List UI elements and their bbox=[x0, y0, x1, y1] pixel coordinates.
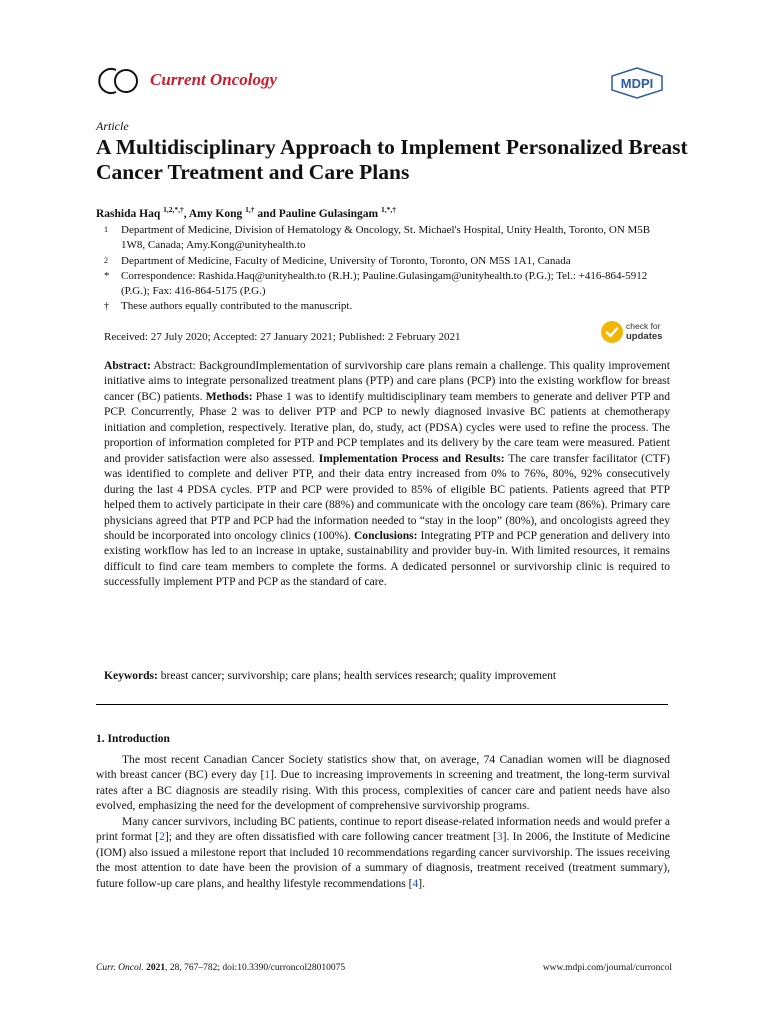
conclusions-label: Conclusions: bbox=[353, 529, 418, 542]
implementation-label: Implementation Process and Results: bbox=[318, 452, 505, 465]
author-name[interactable]: Rashida Haq bbox=[96, 208, 161, 220]
intro-paragraph-2 bbox=[96, 815, 670, 892]
keywords-label: Keywords: bbox=[104, 670, 158, 682]
citation-link[interactable]: 1 bbox=[264, 769, 271, 782]
citation-link[interactable]: 2 bbox=[159, 831, 165, 844]
introduction-body bbox=[96, 753, 670, 892]
citation-link[interactable]: 4 bbox=[412, 877, 419, 890]
affiliation-mark: 1 bbox=[104, 225, 108, 234]
journal-logo-icon bbox=[96, 62, 142, 100]
footer-journal-url[interactable]: www.mdpi.com/journal/curroncol bbox=[542, 963, 672, 973]
citation-link[interactable]: 3 bbox=[496, 831, 503, 844]
affiliation-mark: * bbox=[104, 270, 110, 282]
mdpi-logo-text: MDPI bbox=[620, 76, 654, 91]
keywords bbox=[104, 669, 670, 684]
mdpi-logo-icon[interactable] bbox=[610, 67, 664, 99]
abstract bbox=[104, 359, 670, 591]
article-title: A Multidisciplinary Approach to Implement Personalized Breast Cancer Treatment and Care Plans bbox=[96, 135, 688, 184]
affiliation-text: Department of Medicine, Faculty of Medicine, University of Toronto, Toronto, ON M5S 1A1, Canada bbox=[121, 255, 571, 267]
note-text: These authors equally contributed to the manuscript. bbox=[121, 300, 353, 312]
section-divider bbox=[96, 704, 668, 705]
abstract-background: Abstract: BackgroundImplementation of survivorship care plans remain a challenge. This quality improvement initiative aims to integrate personalized treatment plans (PTP) and care plans (PCP) into the existing workflow for breast cancer (BC) patients. bbox=[104, 360, 670, 403]
footer-journal-abbr: Curr. Oncol. bbox=[96, 963, 144, 973]
author-list bbox=[96, 205, 396, 220]
text-run: The most recent Canadian Cancer Society statistics show that, on average, 74 Canadian women will be diagnosed with breast cancer (BC) every day [ bbox=[96, 754, 670, 782]
author-name[interactable]: Amy Kong bbox=[188, 208, 243, 220]
text-run: ]. Due to increasing improvements in screening and treatment, the long-term survival rates after a BC diagnosis are steadily rising. With this process, complexities of cancer care and patient needs have also evolved, emphasizing the need for the development of comprehensive survivorship programs. bbox=[96, 769, 670, 813]
publication-dates: Received: 27 July 2020; Accepted: 27 January 2021; Published: 2 February 2021 bbox=[104, 331, 461, 343]
check-updates-line2: updates bbox=[626, 330, 663, 342]
author-affil-marks: 1,*,† bbox=[381, 205, 397, 214]
section-heading: 1. Introduction bbox=[96, 733, 170, 745]
abstract-label: Abstract: bbox=[104, 360, 151, 372]
text-run: ]. In 2006, the Institute of Medicine (IOM) also issued a milestone report that included 10 recommendations regarding cancer survivorship. The issues receiving the most attention to date have been the provision of a summary of diagnosis, treatment received (treatment summary), future follow-up care plans, and healthy lifestyle recommendations [ bbox=[96, 831, 670, 890]
affiliation-mark: 2 bbox=[104, 256, 108, 265]
footer-year: 2021 bbox=[146, 963, 166, 973]
check-updates-icon bbox=[600, 320, 624, 344]
abstract-conclusions: Integrating PTP and PCP generation and delivery into existing workflow has led to an increase in uptake, sustainability and provider buy-in. With limited resources, it remains difficult to find care team members to complete the forms. A dedicated personnel or survivorship clinic is required to successfully implement PTP and PCP as the standard of care. bbox=[104, 529, 670, 589]
footer-doi[interactable]: , 28, 767–782; doi:10.3390/curroncol28010075 bbox=[165, 963, 346, 973]
correspondence-text: Correspondence: Rashida.Haq@unityhealth.to (R.H.); Pauline.Gulasingam@unityhealth.to (P.G.); Tel.: +416-864-5912 (P.G.); Fax: 416-864-5175 (P.G.) bbox=[121, 270, 648, 298]
author-affil-marks: 1,† bbox=[245, 205, 255, 214]
footer-citation bbox=[96, 963, 345, 973]
abstract-results: The care transfer facilitator (CTF) was identified to complete and deliver PTP, and their data entry increased from 0% to 76%, 80%, 92% consecutively during the last 4 PDSA cycles. PTP and PCP were provided to 85% of eligible BC patients. Patients agreed that PTP helped them to actively participate in their care (88%) and communicate with the oncology care team (86%). Primary care physicians agreed that PTP and PCP had the information needed to “stay in the loop” (80%), and oncologists agreed they should be incorporated into oncology clinics (100%). bbox=[104, 452, 670, 542]
check-updates-line1: check for bbox=[626, 321, 661, 331]
text-run: Many cancer survivors, including BC patients, continue to report disease-related information needs and would prefer a print format [ bbox=[96, 815, 670, 844]
intro-paragraph-1 bbox=[96, 753, 670, 815]
text-run: ]. bbox=[418, 877, 425, 890]
keywords-text: breast cancer; survivorship; care plans; health services research; quality improvement bbox=[157, 670, 557, 682]
affiliation-text: Department of Medicine, Division of Hematology & Oncology, St. Michael's Hospital, Unity Health, Toronto, ON M5B 1W8, Canada; Amy.Kong@unityhealth.to bbox=[121, 224, 651, 252]
text-run: ]; and they are often dissatisfied with care following cancer treatment [ bbox=[164, 831, 497, 844]
author-separator: , bbox=[183, 208, 189, 220]
author-affil-marks: 1,2,*,† bbox=[163, 205, 184, 214]
methods-label: Methods: bbox=[205, 390, 253, 403]
author-name[interactable]: Pauline Gulasingam bbox=[278, 208, 379, 220]
affiliation-mark: † bbox=[104, 301, 109, 312]
article-type: Article bbox=[96, 119, 129, 133]
abstract-methods: Phase 1 was to identify multidisciplinary team members to generate and deliver PTP and PCP. Concurrently, Phase 2 was to deliver PTP and PCP to newly diagnosed invasive BC patients at chemotherapy initiation and completion, respectively. Iterative plan, do, study, act (PDSA) cycles were used to refine the process. The proportion of information completed for PTP and PCP templates and its delivery by the care team were measured. Patient and provider satisfaction were also assessed. bbox=[104, 390, 670, 465]
journal-name[interactable]: Current Oncology bbox=[150, 70, 278, 89]
check-for-updates-badge[interactable] bbox=[600, 320, 672, 346]
author-separator: and bbox=[254, 208, 279, 220]
